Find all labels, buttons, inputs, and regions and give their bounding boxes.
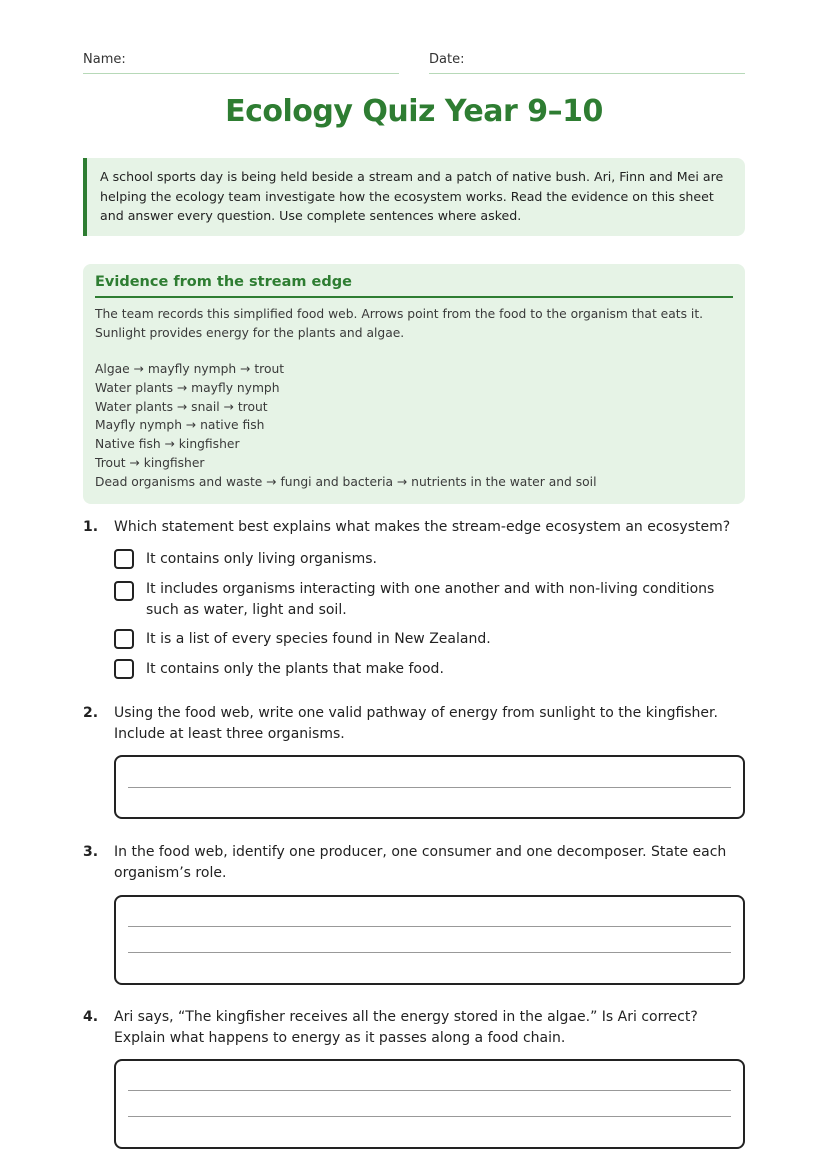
answer-box-2[interactable] <box>114 755 745 819</box>
option-text: It includes organisms interacting with one another and with non-living conditions such as water, light and soil. <box>146 581 715 618</box>
food-web-list <box>95 360 733 492</box>
option-d[interactable] <box>114 659 745 680</box>
option-text: It contains only the plants that make food. <box>146 661 444 677</box>
answer-box-3[interactable] <box>114 895 745 985</box>
option-text: It is a list of every species found in New Zealand. <box>146 631 491 647</box>
option-a[interactable] <box>114 549 745 570</box>
answer-line <box>128 1116 731 1117</box>
question-number: 4. <box>83 1009 99 1025</box>
option-c[interactable] <box>114 629 745 650</box>
question-2 <box>83 703 745 745</box>
question-number: 1. <box>83 519 99 535</box>
evidence-description: The team records this simplified food web. Arrows point from the food to the organism that eats it. Sunlight provides energy for the plants and algae. <box>95 307 704 340</box>
option-text: It contains only living organisms. <box>146 551 377 567</box>
answer-line <box>128 1090 731 1091</box>
date-field[interactable] <box>429 52 745 74</box>
food-chain-item: Water plants → snail → trout <box>95 399 268 414</box>
checkbox[interactable] <box>114 549 134 569</box>
answer-box-4[interactable] <box>114 1059 745 1149</box>
student-info-row <box>83 52 745 74</box>
question-4 <box>83 1007 745 1049</box>
answer-line <box>128 926 731 927</box>
question-number: 3. <box>83 844 99 860</box>
date-label: Date: <box>429 52 465 67</box>
question-1 <box>83 517 745 538</box>
question-text: In the food web, identify one producer, one consumer and one decomposer. State each organism’s role. <box>114 844 727 881</box>
option-b[interactable] <box>114 579 745 621</box>
food-chain-item: Algae → mayfly nymph → trout <box>95 362 285 376</box>
answer-line <box>128 787 731 788</box>
checkbox[interactable] <box>114 629 134 649</box>
question-text: Using the food web, write one valid pathway of energy from sunlight to the kingfisher. Include at least three organisms. <box>114 705 718 742</box>
food-chain-item: Dead organisms and waste → fungi and bacteria → nutrients in the water and soil <box>95 474 597 489</box>
question-text: Ari says, “The kingfisher receives all the energy stored in the algae.” Is Ari correct? Explain what happens to energy as it passes along a food chain. <box>114 1009 698 1046</box>
evidence-heading: Evidence from the stream edge <box>95 274 733 298</box>
answer-line <box>128 952 731 953</box>
evidence-panel <box>83 264 745 504</box>
food-chain-item: Trout → kingfisher <box>95 455 205 470</box>
food-chain-item: Native fish → kingfisher <box>95 437 240 452</box>
intro-callout: A school sports day is being held beside a stream and a patch of native bush. Ari, Finn and Mei are helping the ecology team investigate how the ecosystem works. Read the evidence on this sheet and answer every question. Use complete sentences where asked. <box>83 158 745 236</box>
name-label: Name: <box>83 52 126 67</box>
checkbox[interactable] <box>114 659 134 679</box>
question-text: Which statement best explains what makes the stream-edge ecosystem an ecosystem? <box>114 519 731 535</box>
food-chain-item: Mayfly nymph → native fish <box>95 418 265 433</box>
name-field[interactable] <box>83 52 399 74</box>
page-title: Ecology Quiz Year 9–10 <box>225 94 603 129</box>
checkbox[interactable] <box>114 581 134 601</box>
question-3 <box>83 842 745 884</box>
question-number: 2. <box>83 705 99 721</box>
food-chain-item: Water plants → mayfly nymph <box>95 380 280 395</box>
